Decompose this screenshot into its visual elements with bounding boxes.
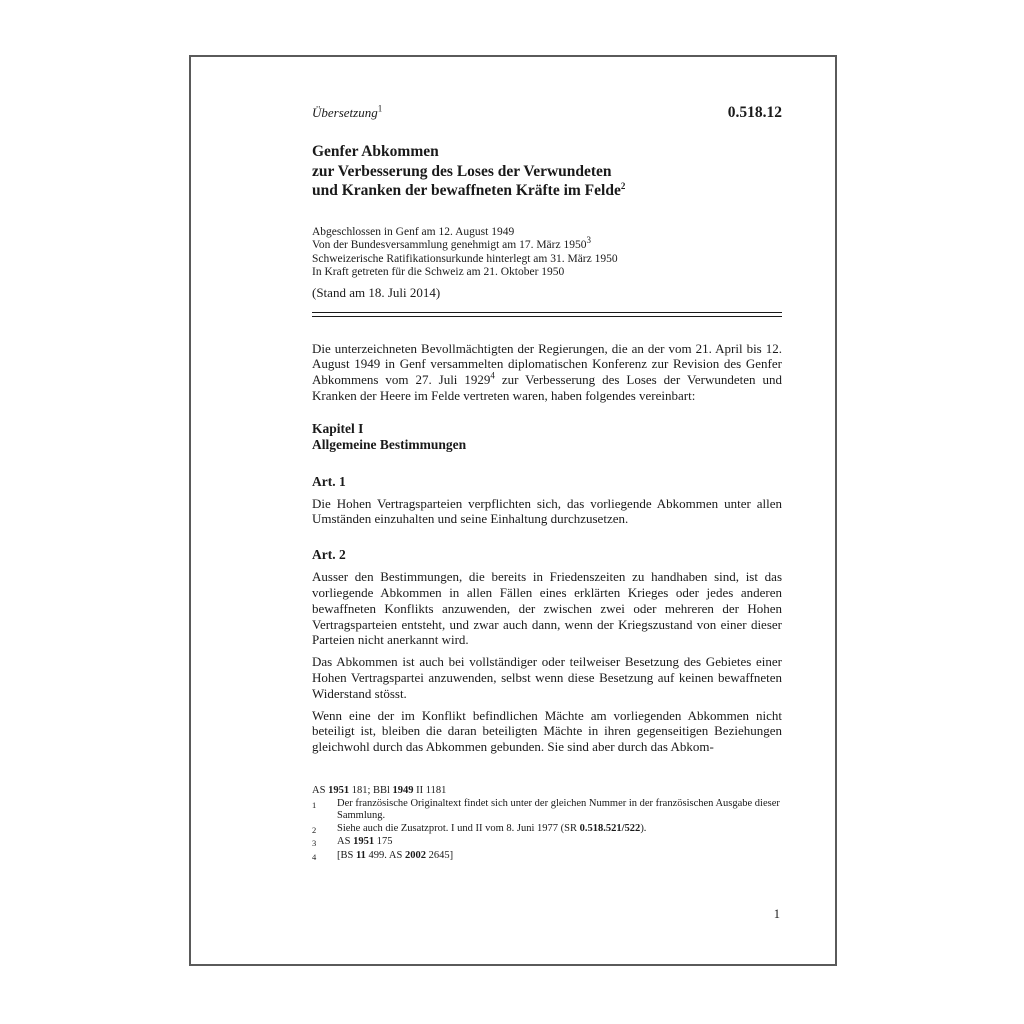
footnote-text-4 — [337, 850, 782, 864]
footnote-text-2 — [337, 823, 782, 837]
footnote-item-1 — [312, 798, 782, 823]
footnote-ref-4: 4 — [490, 370, 495, 381]
adoption-line-4: In Kraft getreten für die Schweiz am 21. Oktober 1950 — [312, 266, 565, 278]
footnote-ref-3: 3 — [586, 235, 591, 246]
title-line-3 — [312, 181, 782, 201]
footnote-4-bold-vol: 11 — [355, 849, 366, 861]
adoption-line-2-text: Von der Bundesversammlung genehmigt am 17. März 1950 — [312, 239, 587, 251]
footnote-4-bold-year: 2002 — [404, 849, 426, 861]
adoption-line-1: Abgeschlossen in Genf am 12. August 1949 — [312, 225, 515, 238]
footnote-4-text: [BS — [337, 849, 356, 861]
adoption-line-3: Schweizerische Ratifikationsurkunde hinterlegt am 31. März 1950 — [312, 252, 618, 265]
footnote-4-text-end: 2645] — [425, 849, 454, 861]
footnote-ref-1: 1 — [377, 103, 383, 114]
title-line-3-text: und Kranken der bewaffneten Kräfte im Felde — [312, 182, 621, 199]
footnote-text-3 — [337, 836, 782, 850]
page-header — [312, 104, 782, 122]
chapter-title: Allgemeine Bestimmungen — [312, 437, 467, 453]
document-title — [312, 142, 782, 201]
footnote-3-text-end: 175 — [374, 836, 393, 848]
title-line-1: Genfer Abkommen — [312, 143, 439, 160]
article-2-heading: Art. 2 — [312, 547, 346, 563]
footnote-marker-2: 2 — [312, 824, 317, 835]
footnote-2-bold-ref: 0.518.521/522 — [579, 822, 641, 834]
double-separator-rule — [312, 312, 782, 317]
footnote-2-text-end: ). — [640, 822, 647, 834]
translation-text: Übersetzung — [312, 105, 378, 120]
preamble-part-1: Die unterzeichneten Bevollmächtigten der Regierungen, die an der vom 21. April bis 12. August 1949 in Genf versammelten diplomatischen Konferenz zur Revision des Genfer Abkommens vom 27. Juli 1929 — [312, 340, 782, 388]
source-text-3: II 1181 — [413, 785, 447, 797]
status-date-line: (Stand am 18. Juli 2014) — [312, 284, 441, 300]
document-page — [189, 55, 837, 966]
footnote-text-1: Der französische Originaltext findet sich unter der gleichen Nummer in der französischen Ausgabe dieser Sammlung. — [337, 797, 780, 822]
preamble-part-2: zur Verbesserung des Loses der Verwundeten und Kranken der Heere im Felde vertreten waren, haben folgendes vereinbart: — [312, 372, 782, 403]
footnote-marker-1: 1 — [312, 799, 317, 810]
footnote-3-bold-year: 1951 — [353, 836, 375, 848]
footnote-2-text: Siehe auch die Zusatzprot. I und II vom 8. Juni 1977 (SR — [337, 822, 580, 834]
source-bold-year-1: 1951 — [328, 785, 350, 797]
document-reference-number: 0.518.12 — [727, 104, 782, 121]
article-2-paragraph-2: Das Abkommen ist auch bei vollständiger oder teilweiser Besetzung des Gebietes einer Hohen Vertragspartei anzuwenden, selbst wenn diese Besetzung auf keinen bewaffneten Widerstand stösst. — [312, 654, 782, 701]
footnote-marker-4: 4 — [312, 851, 317, 862]
footnote-item-2 — [312, 823, 782, 837]
article-2-paragraph-3: Wenn eine der im Konflikt befindlichen Mächte am vorliegenden Abkommen nicht beteiligt ist, bleiben die daran beteiligten Mächte in ihren gegenseitigen Beziehungen gleichwohl durch das Abkommen gebunden. Sie sind aber durch das Abkom- — [312, 707, 782, 755]
chapter-number: Kapitel I — [312, 420, 364, 436]
page-number: 1 — [773, 907, 780, 921]
footnote-item-3 — [312, 836, 782, 850]
footnote-marker-3: 3 — [312, 838, 317, 849]
page-content — [191, 57, 835, 964]
translation-label — [312, 105, 382, 121]
footnote-item-4 — [312, 850, 782, 864]
footnote-block — [312, 785, 782, 863]
adoption-info — [312, 226, 782, 280]
footnote-4-text-mid: 499. AS — [365, 849, 405, 861]
article-1-paragraph-1: Die Hohen Vertragsparteien verpflichten sich, das vorliegende Abkommen unter allen Umständen einzuhalten und seine Einhaltung durchzusetzen. — [312, 495, 782, 527]
chapter-heading — [312, 421, 782, 454]
source-text: AS — [312, 785, 329, 797]
footnote-3-text: AS — [337, 836, 354, 848]
source-bold-year-2: 1949 — [392, 785, 414, 797]
adoption-line-2 — [312, 235, 782, 253]
title-line-2: zur Verbesserung des Loses der Verwundeten — [312, 162, 612, 180]
preamble-paragraph — [312, 341, 782, 404]
source-text-2: 181; BBl — [349, 785, 393, 797]
footnote-source-line — [312, 785, 782, 798]
article-2-paragraph-1: Ausser den Bestimmungen, die bereits in Friedenszeiten zu handhaben sind, ist das vorliegende Abkommen in allen Fällen eines erklärten Krieges oder jedes anderen bewaffneten Konflikts anzuwenden, der zwischen zwei oder mehreren der Hohen Vertragsparteien entsteht, und zwar auch dann, wenn der Kriegszustand von einer dieser Parteien nicht anerkannt wird. — [312, 569, 782, 648]
footnote-ref-2: 2 — [620, 180, 626, 191]
article-1-heading: Art. 1 — [312, 473, 346, 489]
